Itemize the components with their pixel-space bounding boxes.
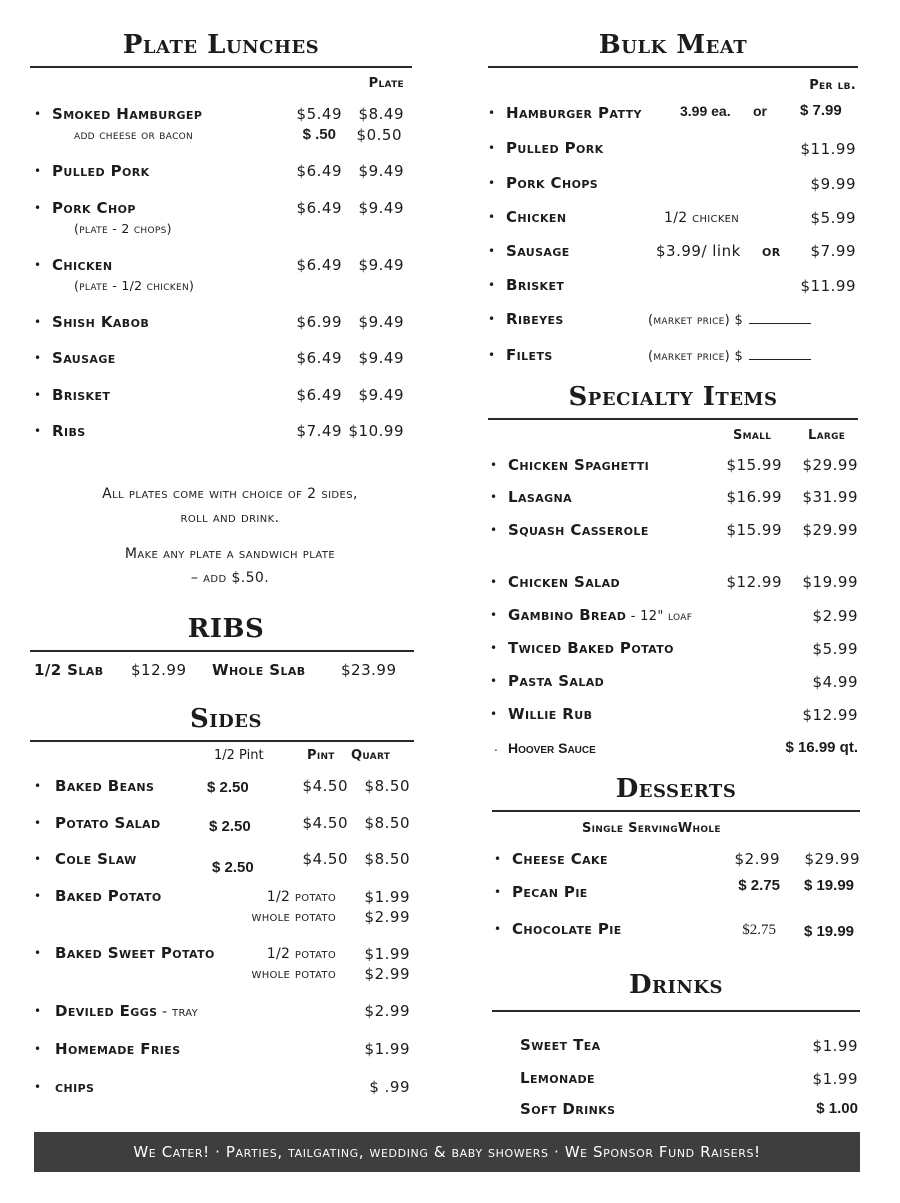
dessert-single-price: $ 2.75	[738, 877, 780, 894]
menu-item-note-plate-price: $0.50	[356, 126, 402, 144]
menu-item-plate-price: $9.49	[358, 162, 404, 180]
bulk-item-price: $7.99	[810, 242, 856, 260]
menu-item-name: Sausage	[52, 349, 116, 367]
menu-item-name: Shish Kabob	[52, 313, 150, 331]
per-lb-header: Per lb.	[809, 78, 856, 93]
menu-item-plate-price: $9.49	[358, 349, 404, 367]
market-price-field	[648, 311, 811, 330]
side-item-name: Baked Beans	[55, 777, 155, 795]
bullet-icon: •	[488, 141, 496, 155]
specialty-item-price: $ 16.99 qt.	[785, 739, 858, 756]
price-blank-line	[749, 347, 811, 360]
dessert-whole-price: $ 19.99	[803, 877, 854, 894]
menu-item-plate-price: $9.49	[358, 256, 404, 274]
side-pint-price: $4.50	[302, 777, 348, 795]
bulk-item-price: $11.99	[800, 140, 856, 158]
market-price-field	[648, 347, 811, 366]
menu-item-price: $6.49	[296, 349, 342, 367]
bulk-meat-heading: Bulk Meat	[598, 30, 748, 60]
half-slab-price: $12.99	[131, 661, 187, 679]
bullet-icon: •	[34, 315, 42, 329]
dessert-whole-price: $ 19.99	[803, 923, 854, 940]
specialty-small-price: $12.99	[726, 573, 782, 591]
bullet-icon: •	[490, 641, 498, 655]
menu-item-price: $6.49	[296, 256, 342, 274]
specialty-item-name: Squash Casserole	[508, 521, 649, 539]
bullet-icon: •	[34, 1004, 42, 1018]
bullet-icon: •	[490, 523, 498, 537]
specialty-large-price: $31.99	[802, 488, 858, 506]
bulk-item-name: Filets	[506, 346, 553, 364]
bulk-item-price: $ 7.99	[800, 102, 842, 119]
menu-item-note: add cheese or bacon	[74, 127, 194, 142]
bullet-icon: •	[490, 490, 498, 504]
bullet-icon: •	[34, 201, 42, 215]
bullet-icon: •	[34, 107, 42, 121]
sides-heading: Sides	[189, 704, 263, 734]
side-item-name: chips	[55, 1078, 95, 1096]
side-item-name: Cole Slaw	[55, 850, 137, 868]
bullet-icon: •	[494, 852, 502, 866]
side-option-label: 1/2 potato	[266, 889, 336, 905]
catering-footer-banner: We Cater! · Parties, tailgating, wedding & baby showers · We Sponsor Fund Raisers!	[34, 1132, 860, 1172]
side-item-name: Homemade Fries	[55, 1040, 181, 1058]
desserts-rule	[492, 810, 860, 812]
side-option-label: whole potato	[251, 966, 336, 982]
bullet-icon: •	[34, 1042, 42, 1056]
specialty-small-price: $15.99	[726, 521, 782, 539]
bullet-icon: •	[488, 210, 496, 224]
menu-item-price: $6.49	[296, 199, 342, 217]
side-half-pint-price: $ 2.50	[207, 779, 249, 796]
dessert-whole-price: $29.99	[804, 850, 860, 868]
specialty-item-price: $2.99	[812, 607, 858, 625]
ribs-heading: RIBS	[187, 614, 265, 644]
bullet-icon: •	[34, 164, 42, 178]
menu-item-price: $6.49	[296, 386, 342, 404]
bulk-item-name: Chicken	[506, 208, 567, 226]
side-half-pint-price: $ 2.50	[209, 818, 251, 835]
side-item-price: $2.99	[364, 1002, 410, 1020]
sides-rule	[30, 740, 414, 742]
specialty-small-price: $15.99	[726, 456, 782, 474]
side-option-price: $1.99	[364, 888, 410, 906]
side-quart-price: $8.50	[364, 777, 410, 795]
menu-item-name: Chicken	[52, 256, 113, 274]
specialty-item-name: Chicken Spaghetti	[508, 456, 650, 474]
bullet-icon: •	[34, 946, 42, 960]
bullet-icon: •	[488, 348, 496, 362]
side-option-label: whole potato	[251, 909, 336, 925]
menu-item-plate-price: $9.49	[358, 199, 404, 217]
bulk-item-name: Pork Chops	[506, 174, 599, 192]
ribs-rule	[30, 650, 414, 652]
deviled-eggs-line	[55, 1002, 198, 1021]
plates-note-line: roll and drink.	[180, 510, 280, 526]
specialty-item-price: $4.99	[812, 673, 858, 691]
bullet-icon: •	[34, 351, 42, 365]
sandwich-note-line: – add $.50.	[190, 570, 270, 586]
specialty-item-detail: - 12" loaf	[630, 609, 693, 624]
bulk-item-price: $9.99	[810, 175, 856, 193]
specialty-large-price: $29.99	[802, 521, 858, 539]
bulk-item-or: or	[762, 242, 781, 260]
desserts-column-header: Single ServingWhole	[582, 821, 721, 836]
specialty-item-name: Lasagna	[508, 488, 573, 506]
dessert-item-name: Cheese Cake	[512, 850, 608, 868]
menu-item-name: Smoked Hamburgep	[52, 105, 203, 123]
bullet-icon: •	[488, 244, 496, 258]
side-item-suffix: - tray	[161, 1004, 199, 1020]
menu-item-price: $5.49	[296, 105, 342, 123]
bulk-item-detail: 1/2 chicken	[664, 210, 740, 226]
drink-item-price: $1.99	[812, 1037, 858, 1055]
specialty-item-price: $5.99	[812, 640, 858, 658]
drink-item-name: Soft Drinks	[520, 1100, 616, 1118]
side-half-pint-price: $ 2.50	[212, 859, 254, 876]
bulk-item-or: or	[753, 103, 767, 119]
bullet-icon: •	[494, 922, 502, 936]
bulk-item-name: Brisket	[506, 276, 565, 294]
market-price-label: (market price) $	[648, 313, 744, 328]
price-blank-line	[749, 311, 811, 324]
dessert-item-name: Pecan Pie	[512, 883, 588, 901]
half-pint-header: 1/2 Pint	[214, 748, 264, 763]
menu-item-plate-price: $10.99	[348, 422, 404, 440]
menu-item-price: $6.99	[296, 313, 342, 331]
side-option-price: $1.99	[364, 945, 410, 963]
bullet-icon: •	[34, 852, 42, 866]
dessert-item-name: Chocolate Pie	[512, 920, 622, 938]
bulk-item-detail: $3.99/ link	[656, 242, 741, 260]
small-column-header: Small	[733, 428, 772, 443]
menu-item-price: $7.49	[296, 422, 342, 440]
menu-item-name: Pork Chop	[52, 199, 136, 217]
bulk-item-price: $11.99	[800, 277, 856, 295]
specialty-item-name: Pasta Salad	[508, 672, 605, 690]
side-item-name: Potato Salad	[55, 814, 161, 832]
gambino-bread-line	[508, 606, 692, 626]
menu-item-plate-price: $8.49	[358, 105, 404, 123]
drinks-heading: Drinks	[628, 970, 724, 1000]
side-item-price: $1.99	[364, 1040, 410, 1058]
quart-header: Quart	[351, 748, 391, 763]
menu-item-name: Brisket	[52, 386, 111, 404]
menu-item-name: Ribs	[52, 422, 86, 440]
side-quart-price: $8.50	[364, 814, 410, 832]
menu-item-name: Pulled Pork	[52, 162, 150, 180]
bulk-item-name: Hamburger Patty	[506, 104, 642, 122]
side-quart-price: $8.50	[364, 850, 410, 868]
bulk-item-name: Pulled Pork	[506, 139, 604, 157]
bullet-icon: •	[34, 889, 42, 903]
bulk-item-name: Sausage	[506, 242, 570, 260]
specialty-items-heading: Specialty Items	[568, 382, 778, 412]
bulk-item-price: $5.99	[810, 209, 856, 227]
side-item-price: $ .99	[369, 1078, 410, 1096]
drink-item-name: Lemonade	[520, 1069, 595, 1087]
specialty-item-name: Gambino Bread	[508, 606, 627, 624]
specialty-large-price: $19.99	[802, 573, 858, 591]
market-price-label: (market price) $	[648, 349, 744, 364]
bulk-item-each-price: 3.99 ea.	[680, 103, 731, 119]
menu-item-note-price: $ .50	[302, 126, 336, 143]
menu-item-note: (plate - 1/2 chicken)	[74, 278, 195, 293]
dessert-single-price: $2.99	[734, 850, 780, 868]
bullet-icon: •	[488, 278, 496, 292]
bullet-icon: •	[490, 608, 498, 622]
side-option-price: $2.99	[364, 965, 410, 983]
specialty-large-price: $29.99	[802, 456, 858, 474]
menu-item-note: (plate - 2 chops)	[74, 221, 172, 236]
bullet-icon: •	[34, 779, 42, 793]
drink-item-name: Sweet Tea	[520, 1036, 601, 1054]
bullet-icon: .	[494, 740, 498, 754]
pint-header: Pint	[307, 748, 335, 763]
bullet-icon: •	[490, 458, 498, 472]
plate-column-header: Plate	[368, 76, 404, 91]
menu-item-price: $6.49	[296, 162, 342, 180]
bullet-icon: •	[490, 707, 498, 721]
specialty-item-price: $12.99	[802, 706, 858, 724]
bulk-meat-rule	[488, 66, 858, 68]
sandwich-note-line: Make any plate a sandwich plate	[124, 546, 336, 562]
side-option-price: $2.99	[364, 908, 410, 926]
specialty-items-rule	[488, 418, 858, 420]
drink-item-price: $1.99	[812, 1070, 858, 1088]
plate-lunches-heading: Plate Lunches	[122, 30, 320, 60]
specialty-item-name: Twiced Baked Potato	[508, 639, 674, 657]
plate-lunches-rule	[30, 66, 412, 68]
bullet-icon: •	[34, 1080, 42, 1094]
side-item-name: Baked Potato	[55, 887, 162, 905]
dessert-single-price: $2.75	[742, 922, 776, 938]
bullet-icon: •	[490, 674, 498, 688]
bullet-icon: •	[34, 258, 42, 272]
drink-item-price: $ 1.00	[816, 1100, 858, 1117]
side-pint-price: $4.50	[302, 850, 348, 868]
bullet-icon: •	[488, 106, 496, 120]
side-item-name: Baked Sweet Potato	[55, 944, 215, 962]
bullet-icon: •	[494, 885, 502, 899]
menu-item-plate-price: $9.49	[358, 386, 404, 404]
large-column-header: Large	[808, 428, 846, 443]
plates-note-line: All plates come with choice of 2 sides,	[102, 486, 358, 502]
bullet-icon: •	[488, 312, 496, 326]
half-slab-label: 1/2 Slab	[34, 661, 104, 679]
bullet-icon: •	[34, 816, 42, 830]
whole-slab-price: $23.99	[341, 661, 397, 679]
bullet-icon: •	[490, 575, 498, 589]
side-item-name: Deviled Eggs	[55, 1002, 158, 1020]
specialty-item-name: Chicken Salad	[508, 573, 621, 591]
bullet-icon: •	[488, 176, 496, 190]
specialty-small-price: $16.99	[726, 488, 782, 506]
specialty-item-name: Willie Rub	[508, 705, 593, 723]
side-pint-price: $4.50	[302, 814, 348, 832]
side-option-label: 1/2 potato	[266, 946, 336, 962]
whole-slab-label: Whole Slab	[212, 661, 306, 679]
bullet-icon: •	[34, 388, 42, 402]
bullet-icon: •	[34, 424, 42, 438]
desserts-heading: Desserts	[615, 774, 737, 804]
specialty-item-name: Hoover Sauce	[508, 740, 596, 756]
menu-item-plate-price: $9.49	[358, 313, 404, 331]
bulk-item-name: Ribeyes	[506, 310, 564, 328]
drinks-rule	[492, 1010, 860, 1012]
